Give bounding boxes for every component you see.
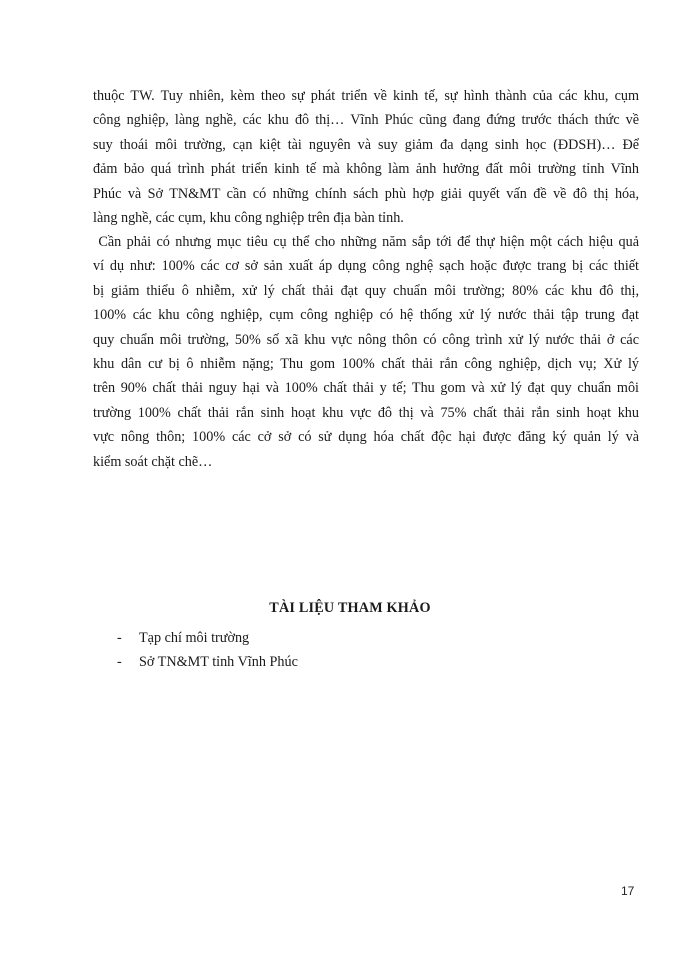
reference-text: Sở TN&MT tỉnh Vĩnh Phúc xyxy=(139,654,298,671)
reference-text: Tạp chí môi trường xyxy=(139,630,250,646)
references-list xyxy=(117,626,298,675)
text-line: suy thoái môi trường, cạn kiệt tài nguyên và suy giảm đa dạng sinh học (ĐDSH)… Để xyxy=(93,136,639,153)
text-line: đảm bảo quá trình phát triển kinh tế mà không làm ảnh hưởng đất môi trường tỉnh Vĩnh xyxy=(93,161,639,178)
body-paragraph-2 xyxy=(93,230,639,474)
text-line: ví dụ như: 100% các cơ sở sản xuất áp dụng công nghệ sạch hoặc được trang bị các thiết xyxy=(93,258,639,275)
text-line: công nghiệp, làng nghề, các khu đô thị… Vĩnh Phúc cũng đang đứng trước thách thức về xyxy=(93,112,639,129)
text-line: khu dân cư bị ô nhiễm nặng; Thu gom 100% chất thải rắn công nghiệp, dịch vụ; Xử lý xyxy=(93,356,639,373)
text-line: trên 90% chất thải nguy hại và 100% chất thải y tế; Thu gom và xử lý đạt quy chuẩn môi xyxy=(93,380,639,397)
text-line: bị giảm thiểu ô nhiễm, xử lý chất thải đạt quy chuẩn môi trường; 80% các khu đô thị, xyxy=(93,282,639,299)
references-heading: TÀI LIỆU THAM KHẢO xyxy=(269,600,431,616)
text-line: kiểm soát chặt chẽ… xyxy=(93,453,213,470)
body-paragraph-1 xyxy=(93,84,639,230)
bullet-dash: - xyxy=(117,654,122,671)
text-line: làng nghề, các cụm, khu công nghiệp trên địa bàn tỉnh. xyxy=(93,210,404,227)
text-line: trường 100% chất thải rắn sinh hoạt khu vực đô thị và 75% chất thải rắn sinh hoạt khu xyxy=(93,404,639,421)
reference-item xyxy=(117,650,298,674)
text-line: Cần phải có nhưng mục tiêu cụ thể cho những năm sắp tới để thự hiện một cách hiệu quả xyxy=(93,234,639,250)
bullet-dash: - xyxy=(117,630,122,646)
text-line: Phúc và Sở TN&MT cần có những chính sách phù hợp giải quyết vấn đề về đô thị hóa, xyxy=(93,185,639,202)
reference-item xyxy=(117,626,298,650)
text-line: vực nông thôn; 100% các cở sở có sử dụng hóa chất độc hại được đăng ký quản lý và xyxy=(93,429,639,446)
text-line: quy chuẩn môi trường, 50% số xã khu vực nông thôn có công trình xử lý nước thải ở các xyxy=(93,331,639,348)
page-number: 17 xyxy=(621,884,635,898)
text-line: 100% các khu công nghiệp, cụm công nghiệp có hệ thống xử lý nước thải tập trung đạt xyxy=(93,307,639,324)
text-line: thuộc TW. Tuy nhiên, kèm theo sự phát triển về kinh tế, sự hình thành của các khu, cụm xyxy=(93,88,639,104)
